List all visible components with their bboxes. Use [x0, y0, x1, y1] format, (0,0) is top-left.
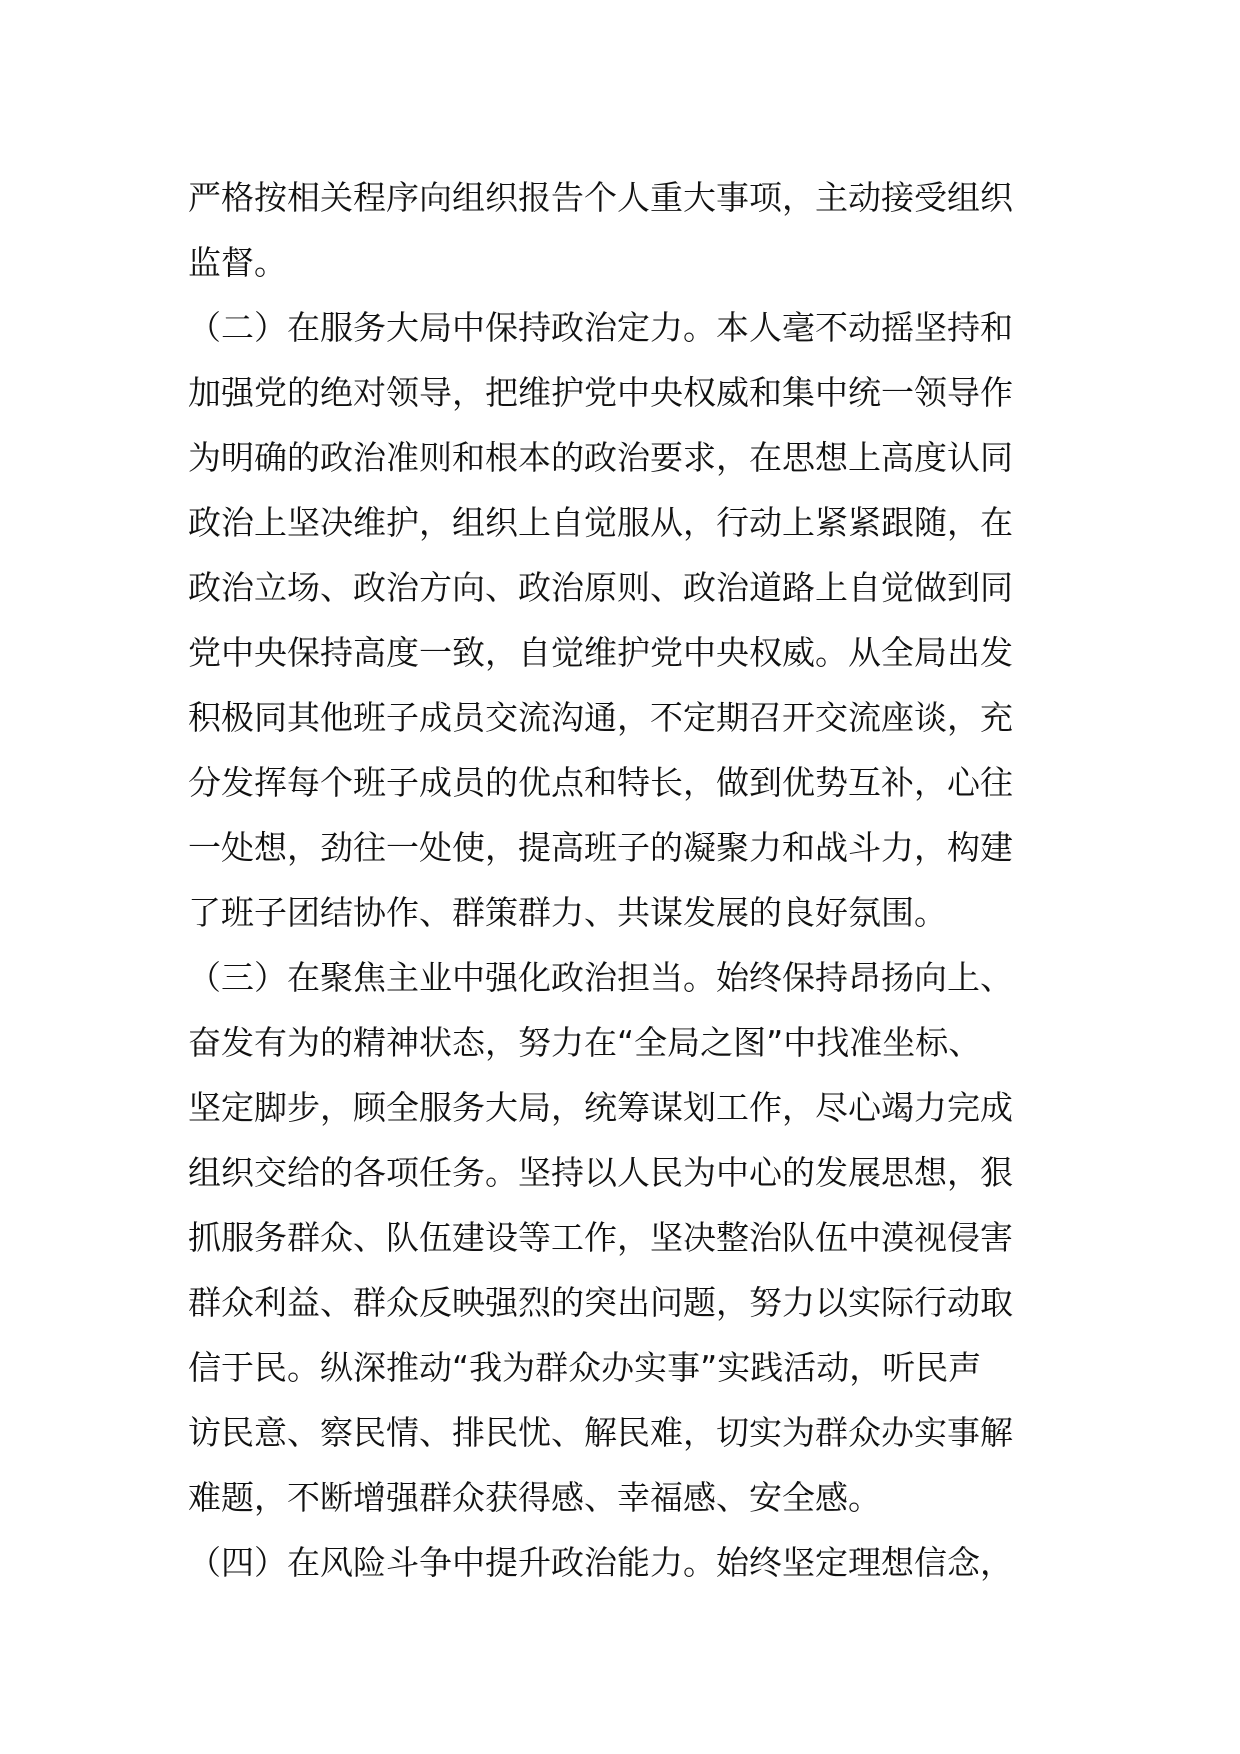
text-line: 监督。 — [188, 243, 287, 282]
text-line: 党中央保持高度一致，自觉维护党中央权威。从全局出发 — [188, 633, 1013, 672]
text-line: 难题，不断增强群众获得感、幸福感、安全感。 — [188, 1478, 881, 1517]
text-line: 组织交给的各项任务。坚持以人民为中心的发展思想，狠 — [188, 1153, 1013, 1192]
text-line: 访民意、察民情、排民忧、解民难，切实为群众办实事解 — [188, 1413, 1013, 1452]
text-line: 抓服务群众、队伍建设等工作，坚决整治队伍中漠视侵害 — [188, 1218, 1013, 1257]
section-heading-line: （三）在聚焦主业中强化政治担当。始终保持昂扬向上、 — [188, 958, 1013, 997]
text-line: 加强党的绝对领导，把维护党中央权威和集中统一领导作 — [188, 373, 1013, 412]
text-line: 政治上坚决维护，组织上自觉服从，行动上紧紧跟随，在 — [188, 503, 1013, 542]
text-line: 分发挥每个班子成员的优点和特长，做到优势互补，心往 — [188, 763, 1013, 802]
text-line: 为明确的政治准则和根本的政治要求，在思想上高度认同 — [188, 438, 1013, 477]
text-line: 了班子团结协作、群策群力、共谋发展的良好氛围。 — [188, 893, 947, 932]
text-line: 严格按相关程序向组织报告个人重大事项，主动接受组织 — [188, 178, 1013, 217]
text-line: 群众利益、群众反映强烈的突出问题，努力以实际行动取 — [188, 1283, 1013, 1322]
document-body — [188, 165, 1054, 1595]
text-line: 奋发有为的精神状态，努力在“全局之图”中找准坐标、 — [188, 1023, 982, 1062]
text-line: 一处想，劲往一处使，提高班子的凝聚力和战斗力，构建 — [188, 828, 1013, 867]
text-line: 坚定脚步，顾全服务大局，统筹谋划工作，尽心竭力完成 — [188, 1088, 1013, 1127]
text-line: 信于民。纵深推动“我为群众办实事”实践活动，听民声 — [188, 1348, 982, 1387]
section-heading-line: （二）在服务大局中保持政治定力。本人毫不动摇坚持和 — [188, 308, 1013, 347]
text-line: 政治立场、政治方向、政治原则、政治道路上自觉做到同 — [188, 568, 1013, 607]
text-line: 积极同其他班子成员交流沟通，不定期召开交流座谈，充 — [188, 698, 1013, 737]
section-heading-line: （四）在风险斗争中提升政治能力。始终坚定理想信念， — [188, 1543, 1013, 1582]
